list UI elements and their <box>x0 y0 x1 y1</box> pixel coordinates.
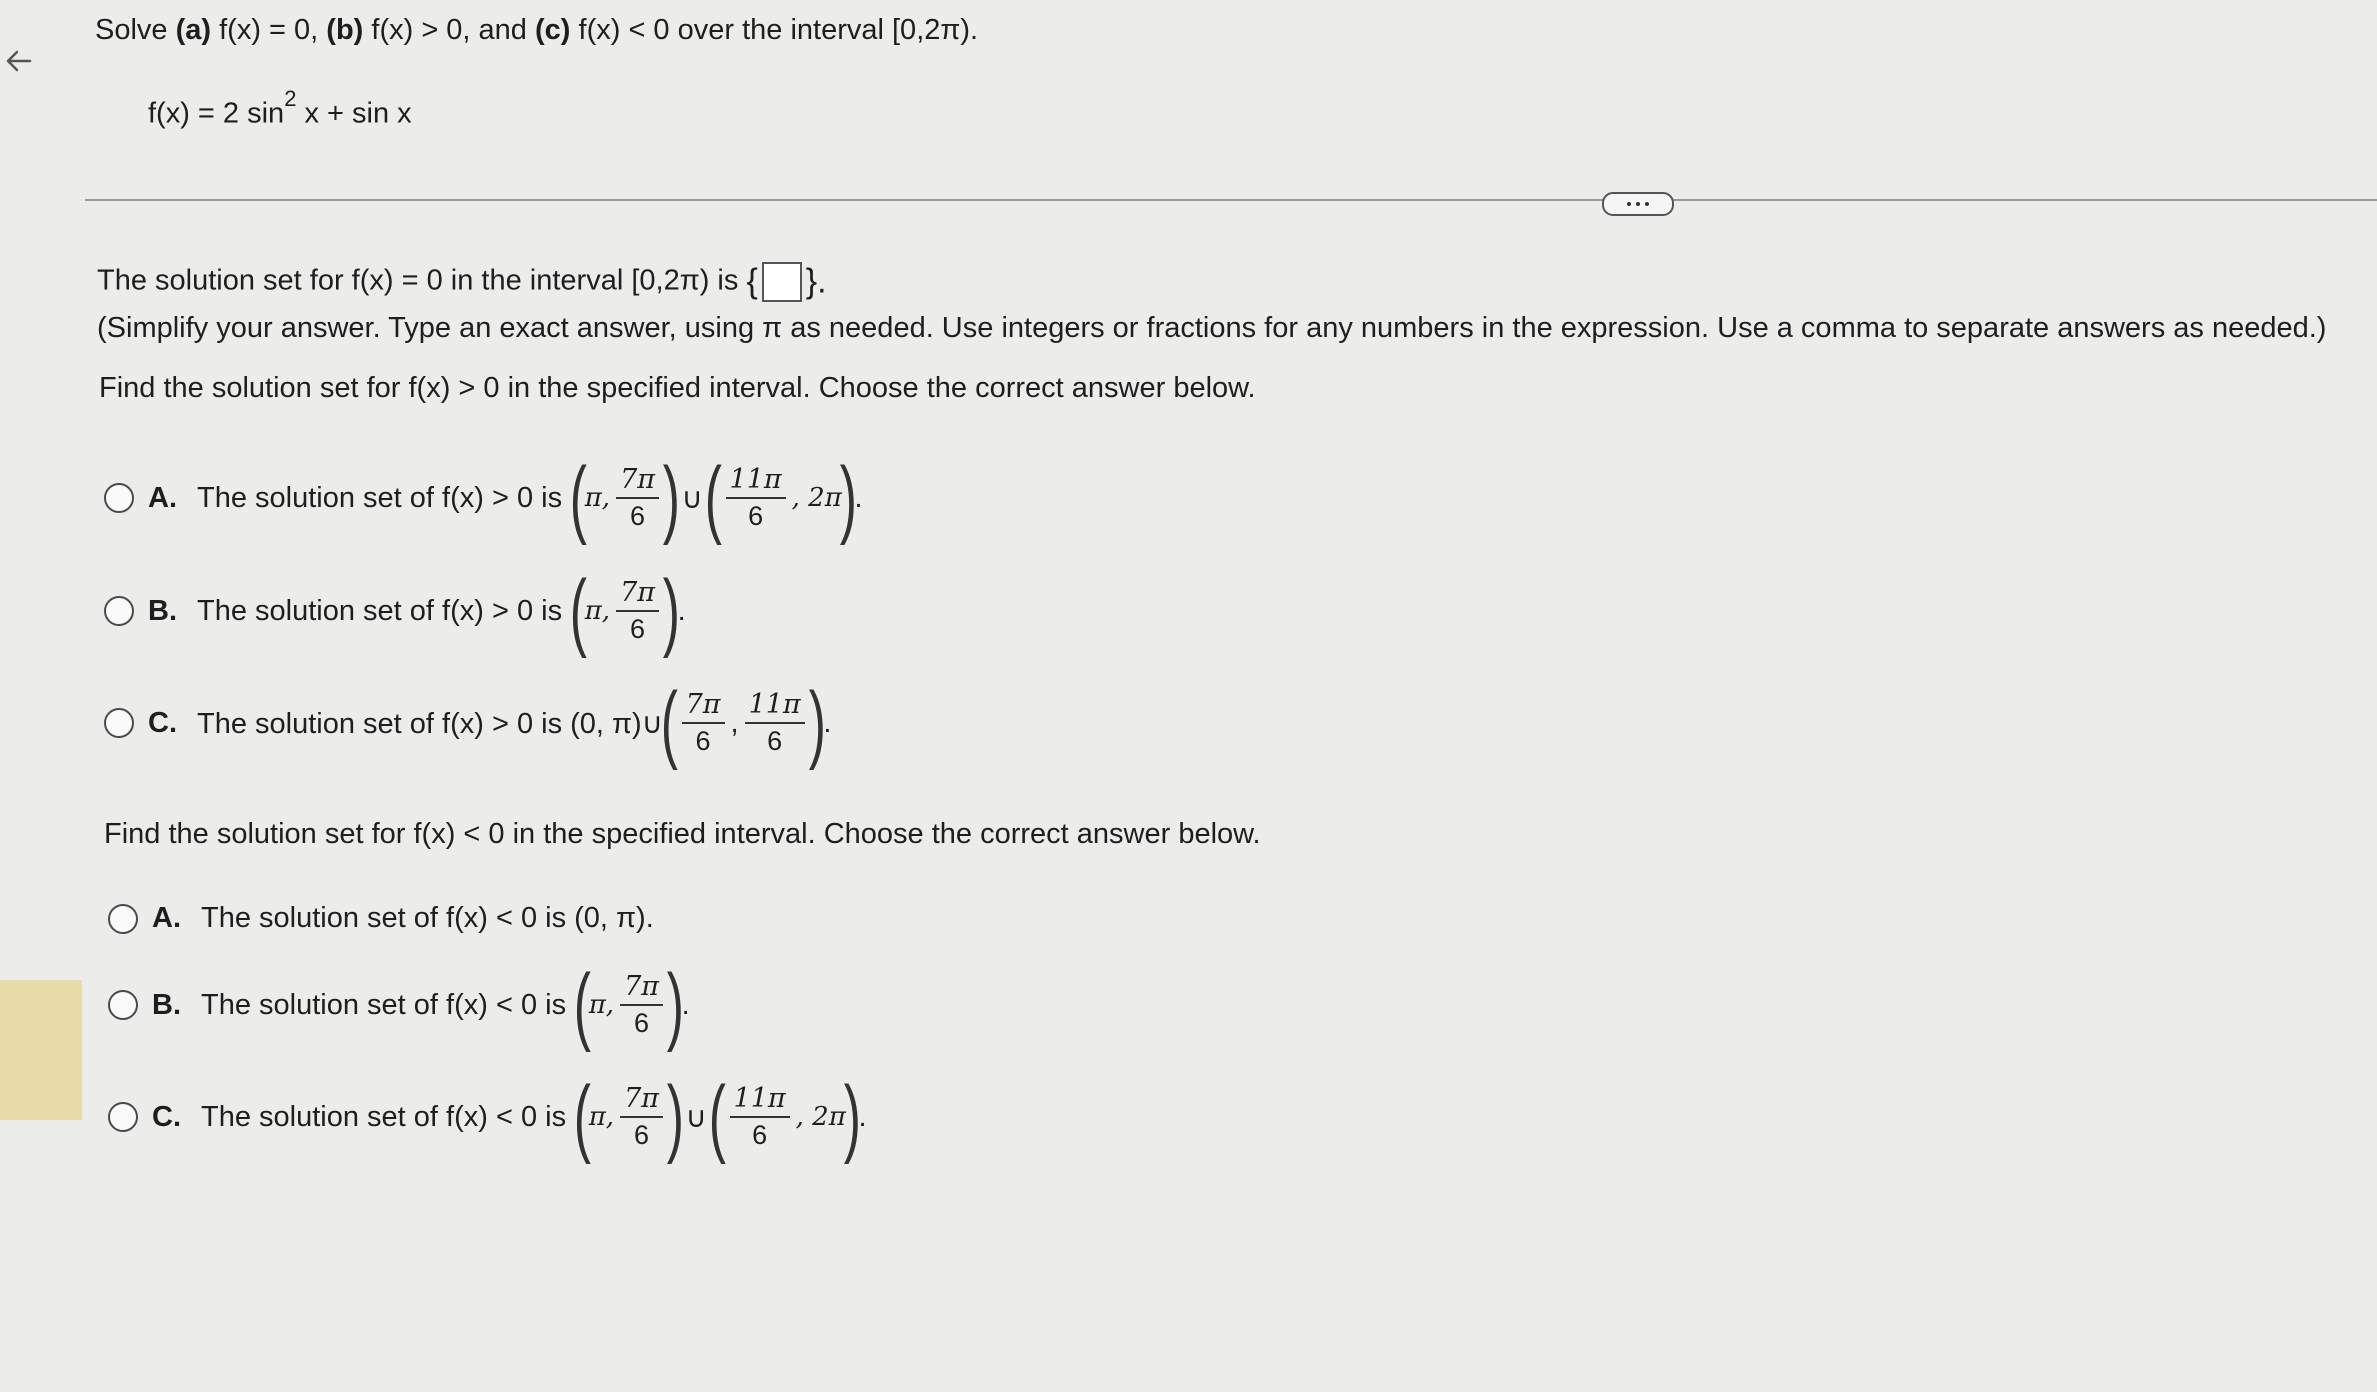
more-options-button[interactable] <box>1602 192 1674 216</box>
question-text: Solve (a) f(x) = 0, (b) f(x) > 0, and (c) f(x) < 0 over the interval [0,2π). <box>95 14 979 46</box>
divider <box>85 199 2377 201</box>
radio-button[interactable] <box>108 1102 138 1132</box>
sidebar-highlight <box>0 980 82 1120</box>
radio-button[interactable] <box>104 708 134 738</box>
option-c-a[interactable]: A. The solution set of f(x) < 0 is (0, π). <box>108 902 654 935</box>
radio-button[interactable] <box>104 483 134 513</box>
radio-button[interactable] <box>108 990 138 1020</box>
interval-expression: ( π, $\frac{7\pi}{6}$ ) . <box>573 957 690 1053</box>
part-a-instructions: (Simplify your answer. Type an exact answer, using π as needed. Use integers or fractions for any numbers in the expression. Use a comma to separate answers as needed.) <box>97 312 2327 344</box>
interval-expression: ( π, $\frac{7\pi}{6}$ ) . <box>569 563 686 659</box>
interval-expression: ( π, $\frac{7\pi}{6}$ ) ∪ ( $\frac{11\pi}{6}$ , 2π ) . <box>573 1069 867 1165</box>
radio-button[interactable] <box>104 596 134 626</box>
option-b-c[interactable]: C. The solution set of f(x) > 0 is (0, π)∪ ( $\frac{7\pi}{6}$ , $\frac{11\pi}{6}$ ) . <box>104 680 831 766</box>
answer-input-box[interactable] <box>762 262 802 302</box>
option-c-c[interactable]: C. The solution set of f(x) < 0 is ( π, $\frac{7\pi}{6}$ ) ∪ ( $\frac{11\pi}{6}$ , 2π ) . <box>108 1074 867 1160</box>
option-b-a[interactable]: A. The solution set of f(x) > 0 is ( π, $\frac{7\pi}{6}$ ) ∪ ( $\frac{11\pi}{6}$ , 2π ) . <box>104 455 863 541</box>
option-b-b[interactable]: B. The solution set of f(x) > 0 is ( π, $\frac{7\pi}{6}$ ) . <box>104 568 686 654</box>
interval-expression: ( $\frac{7\pi}{6}$ , $\frac{11\pi}{6}$ ) . <box>660 675 832 771</box>
part-b-prompt: Find the solution set for f(x) > 0 in the specified interval. Choose the correct answer below. <box>99 372 1256 404</box>
function-definition: f(x) = 2 $\sin^2 x + \sin x$ <box>148 86 412 130</box>
back-arrow-icon[interactable] <box>4 46 34 76</box>
radio-button[interactable] <box>108 904 138 934</box>
interval-expression: ( π, $\frac{7\pi}{6}$ ) ∪ ( $\frac{11\pi}{6}$ , 2π ) . <box>569 450 863 546</box>
part-a-prompt: The solution set for f(x) = 0 in the interval [0,2π) is { }. <box>97 262 827 301</box>
option-c-b[interactable]: B. The solution set of f(x) < 0 is ( π, $\frac{7\pi}{6}$ ) . <box>108 962 690 1048</box>
ellipsis-icon <box>1627 202 1631 206</box>
part-c-prompt: Find the solution set for f(x) < 0 in the specified interval. Choose the correct answer below. <box>104 818 1261 850</box>
